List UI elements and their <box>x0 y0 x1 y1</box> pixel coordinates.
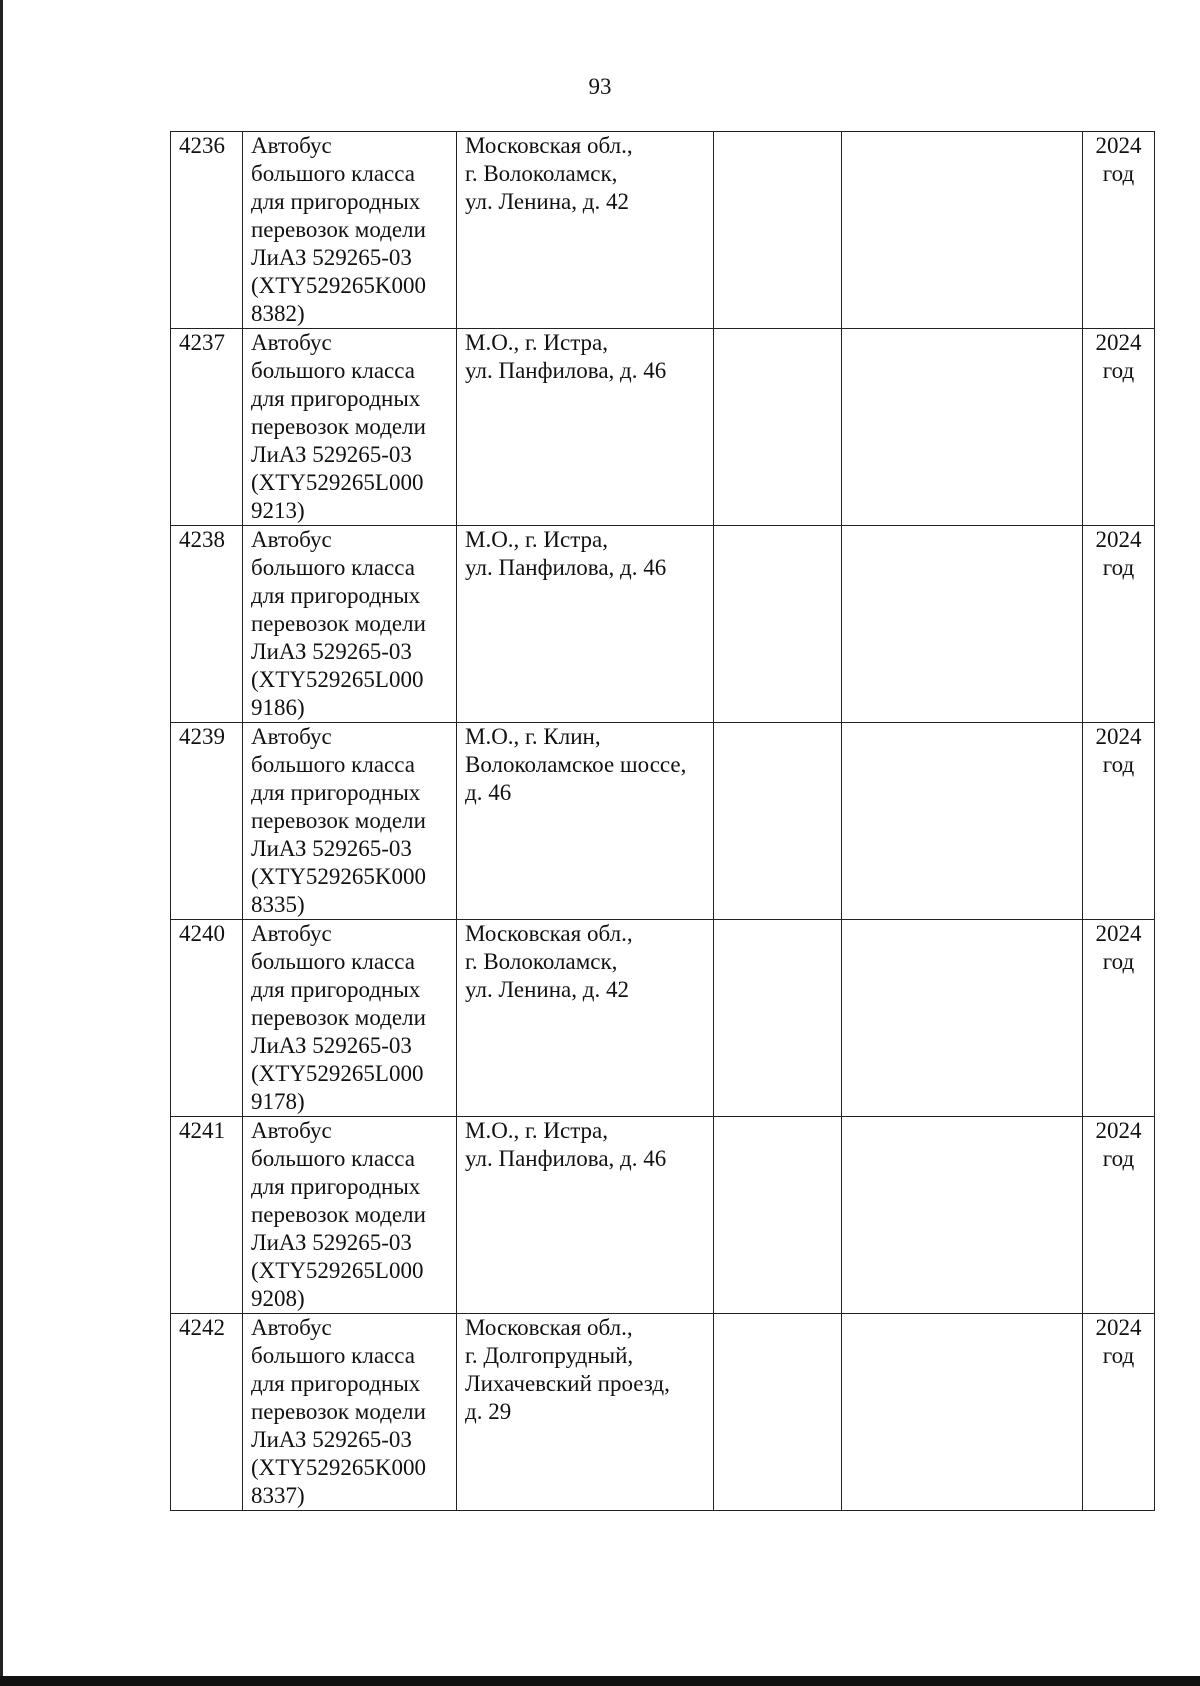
page-number: 93 <box>588 74 612 99</box>
table-row <box>171 132 1155 329</box>
item-address: Московская обл., г. Долгопрудный, Лихачевский проезд, д. 29 <box>457 1314 714 1511</box>
table-row <box>171 723 1155 920</box>
item-year: 2024 год <box>1083 526 1155 723</box>
item-year: 2024 год <box>1083 1117 1155 1314</box>
item-address: М.О., г. Клин, Волоколамское шоссе, д. 46 <box>457 723 714 920</box>
item-description: Автобус большого класса для пригородных перевозок модели ЛиАЗ 529265-03 (XTY529265K000 8335) <box>243 723 457 920</box>
item-address: Московская обл., г. Волоколамск, ул. Ленина, д. 42 <box>457 920 714 1117</box>
item-col4 <box>714 132 842 329</box>
item-description: Автобус большого класса для пригородных перевозок модели ЛиАЗ 529265-03 (XTY529265K000 8382) <box>243 132 457 329</box>
item-col4 <box>714 723 842 920</box>
item-number: 4236 <box>171 132 243 329</box>
item-year: 2024 год <box>1083 920 1155 1117</box>
table-row <box>171 526 1155 723</box>
table-row <box>171 920 1155 1117</box>
item-col4 <box>714 920 842 1117</box>
item-year: 2024 год <box>1083 132 1155 329</box>
item-col5 <box>842 132 1083 329</box>
item-number: 4237 <box>171 329 243 526</box>
table-row <box>171 1117 1155 1314</box>
item-description: Автобус большого класса для пригородных перевозок модели ЛиАЗ 529265-03 (XTY529265L000 9186) <box>243 526 457 723</box>
item-description: Автобус большого класса для пригородных перевозок модели ЛиАЗ 529265-03 (XTY529265L000 9208) <box>243 1117 457 1314</box>
item-number: 4239 <box>171 723 243 920</box>
item-col4 <box>714 1314 842 1511</box>
item-number: 4241 <box>171 1117 243 1314</box>
item-year: 2024 год <box>1083 723 1155 920</box>
item-address: М.О., г. Истра, ул. Панфилова, д. 46 <box>457 1117 714 1314</box>
table-row <box>171 329 1155 526</box>
item-col4 <box>714 1117 842 1314</box>
item-col5 <box>842 526 1083 723</box>
item-col5 <box>842 1117 1083 1314</box>
item-description: Автобус большого класса для пригородных перевозок модели ЛиАЗ 529265-03 (XTY529265L000 9213) <box>243 329 457 526</box>
item-year: 2024 год <box>1083 329 1155 526</box>
scan-left-edge <box>0 0 3 1686</box>
item-col5 <box>842 723 1083 920</box>
registry-table <box>170 131 1155 1511</box>
item-col5 <box>842 920 1083 1117</box>
item-year: 2024 год <box>1083 1314 1155 1511</box>
scan-bottom-edge <box>0 1676 1200 1686</box>
item-address: М.О., г. Истра, ул. Панфилова, д. 46 <box>457 526 714 723</box>
item-col4 <box>714 329 842 526</box>
item-description: Автобус большого класса для пригородных перевозок модели ЛиАЗ 529265-03 (XTY529265L000 9178) <box>243 920 457 1117</box>
item-number: 4240 <box>171 920 243 1117</box>
table-row <box>171 1314 1155 1511</box>
item-col4 <box>714 526 842 723</box>
registry-table-body <box>171 132 1155 1511</box>
item-number: 4238 <box>171 526 243 723</box>
item-address: М.О., г. Истра, ул. Панфилова, д. 46 <box>457 329 714 526</box>
item-description: Автобус большого класса для пригородных перевозок модели ЛиАЗ 529265-03 (XTY529265K000 8337) <box>243 1314 457 1511</box>
item-col5 <box>842 1314 1083 1511</box>
item-number: 4242 <box>171 1314 243 1511</box>
item-col5 <box>842 329 1083 526</box>
item-address: Московская обл., г. Волоколамск, ул. Ленина, д. 42 <box>457 132 714 329</box>
